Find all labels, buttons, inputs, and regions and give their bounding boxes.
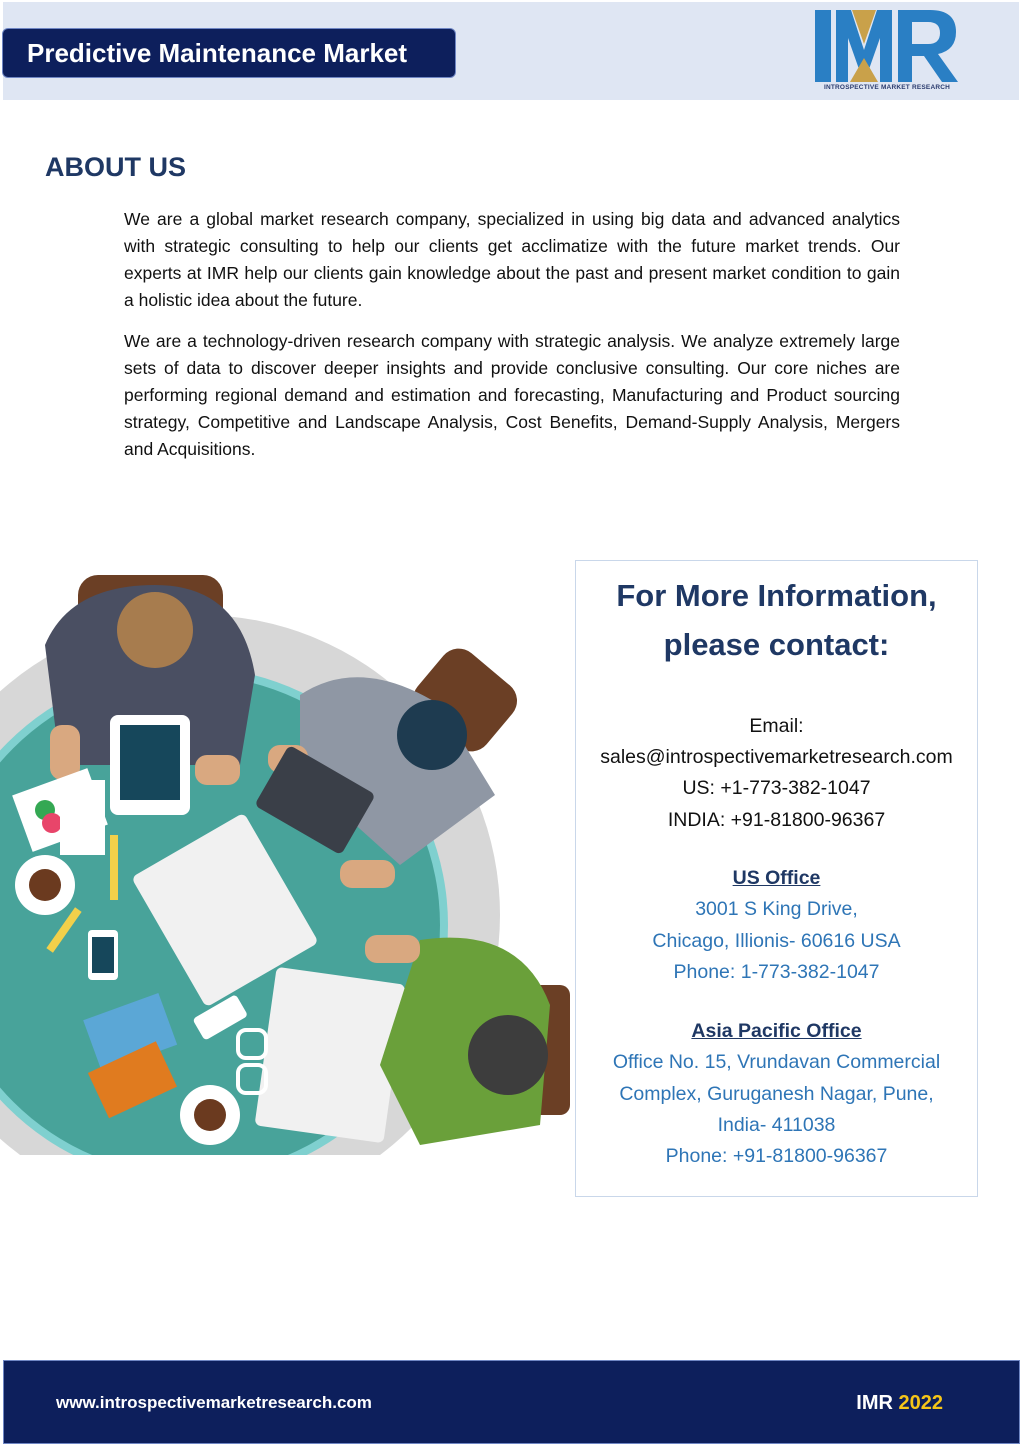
page-title: Predictive Maintenance Market	[27, 37, 408, 68]
footer-bar	[3, 1360, 1020, 1444]
asia-office-address-line1: Office No. 15, Vrundavan Commercial	[612, 1051, 941, 1073]
footer-year: 2022	[898, 1392, 943, 1414]
contact-heading-line2: please contact:	[663, 627, 890, 662]
page-title-banner	[2, 28, 456, 78]
footer-brand-name: IMR	[856, 1392, 893, 1414]
asia-office-address-line3: India- 411038	[717, 1114, 836, 1136]
team-meeting-illustration	[0, 565, 575, 1165]
about-paragraph-2: We are a technology-driven research company with strategic analysis. We analyze extremely large sets of data to discover deeper insights and provide conclusive consulting. Our core niches are performing regional demand and estimation and forecasting, Manufacturing and Product sourcing strategy, Competitive and Landscape Analysis, Cost Benefits, Demand-Supply Analysis, Mergers and Acquisitions.	[124, 331, 900, 459]
footer-website-link[interactable]: www.introspectivemarketresearch.com	[56, 1393, 372, 1412]
footer-brand	[856, 1392, 943, 1415]
asia-office-phone: Phone: +91-81800-96367	[665, 1145, 888, 1167]
us-office-phone: Phone: 1-773-382-1047	[673, 961, 880, 983]
email-address[interactable]: sales@introspectivemarketresearch.com	[600, 746, 953, 768]
us-phone: US: +1-773-382-1047	[682, 777, 871, 799]
us-office-heading: US Office	[732, 867, 821, 889]
asia-office-address-line2: Complex, Guruganesh Nagar, Pune,	[619, 1083, 934, 1105]
contact-heading	[576, 571, 977, 669]
india-phone: INDIA: +91-81800-96367	[667, 809, 886, 831]
contact-heading-line1: For More Information,	[616, 578, 937, 613]
asia-office-heading: Asia Pacific Office	[691, 1020, 862, 1042]
us-office-address-line1: 3001 S King Drive,	[695, 898, 858, 920]
about-paragraph-1: We are a global market research company, specialized in using big data and advanced analytics with strategic consulting to help our clients get acclimatize with the future market trends. Our experts at IMR help our clients gain knowledge about the past and present market condition to gain a holistic idea about the future.	[124, 209, 900, 310]
contact-box	[575, 560, 978, 1197]
us-office-address-line2: Chicago, Illionis- 60616 USA	[652, 930, 901, 952]
about-heading: ABOUT US	[45, 152, 186, 182]
email-label: Email:	[749, 715, 804, 737]
imr-logo	[812, 8, 962, 96]
logo-subtitle: INTROSPECTIVE MARKET RESEARCH	[823, 84, 951, 91]
